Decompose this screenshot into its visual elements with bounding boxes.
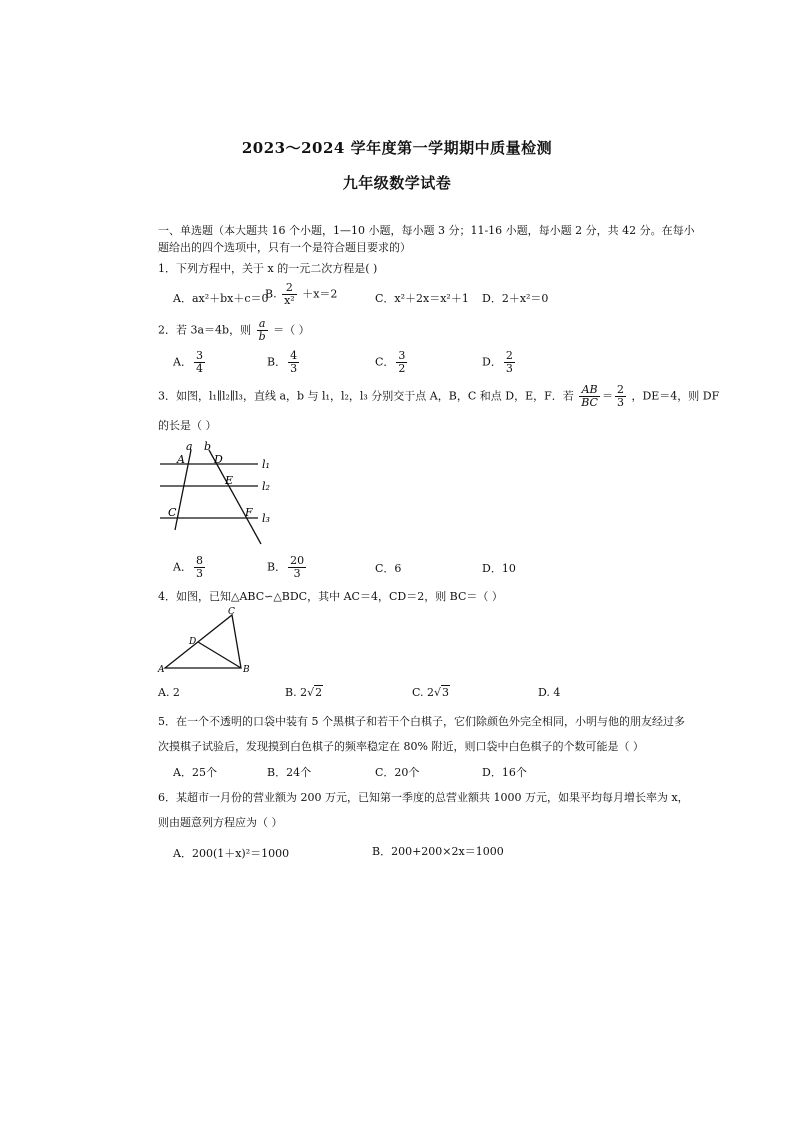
q2-option-a (173, 350, 207, 375)
q2-stem-post: ＝（ ） (273, 323, 310, 337)
q2-a-frac (194, 350, 205, 375)
q4-b-radicand: 2 (315, 686, 323, 699)
section-intro-line1: 一、单选题（本大题共 16 个小题，1—10 小题，每小题 3 分；11-16 小题，每小题 2 分，共 42 分。在每小 (158, 224, 695, 237)
q2-b-label: B． (267, 355, 287, 369)
q3-frac-ab-bc (579, 384, 600, 409)
exam-title: 2023～2024 学年度第一学期期中质量检测 (241, 139, 553, 157)
q3-option-d (482, 560, 516, 576)
q3-stem-line2: 的长是（ ） (158, 419, 217, 432)
q5-stem-line1: 5．在一个不透明的口袋中装有 5 个黑棋子和若干个白棋子，它们除颜色外完全相同，小明与他的朋友经过多 (158, 715, 685, 728)
q2-option-d (482, 350, 517, 375)
q1-option-b-fraction (282, 282, 297, 307)
q1-option-b-tail: ＋x＝2 (302, 287, 338, 301)
q2-stem (158, 318, 310, 343)
q2-frac-num: a (257, 318, 268, 331)
q4-option-b: B. 2√2 (285, 686, 323, 699)
q2-b-den: 3 (290, 362, 298, 375)
q2-c-frac (396, 350, 407, 375)
q5-option-d: D．16个 (482, 766, 527, 779)
q4-option-d: D. 4 (538, 686, 561, 699)
q6-option-b: B．200+200×2x＝1000 (372, 845, 504, 858)
q3-a-label: A． (173, 560, 192, 574)
q5-option-c: C．20个 (375, 766, 420, 779)
q2-b-num: 4 (290, 349, 298, 362)
q1-option-b (265, 282, 337, 307)
q2-a-label: A． (173, 355, 192, 369)
q3-frac-num: AB (579, 384, 600, 397)
q2-option-c (375, 350, 409, 375)
q3-d-value: 10 (501, 562, 516, 575)
q2-d-den: 3 (505, 362, 513, 375)
q2-c-den: 2 (398, 362, 406, 375)
q3-b-num: 20 (290, 554, 305, 567)
q3-c-label: C． (375, 562, 395, 575)
q5-option-a: A．25个 (173, 766, 217, 779)
label-b: b (204, 440, 212, 453)
q4-option-a: A. 2 (158, 686, 180, 699)
label-F: F (245, 506, 253, 519)
q4-c-coef: C. 2 (412, 686, 435, 699)
q3-frac-den: BC (581, 396, 598, 409)
q3-stem-pre: 3．如图，l₁∥l₂∥l₃，直线 a，b 与 l₁，l₂，l₃ 分别交于点 A，B，C 和点 D，E，F．若 (158, 389, 574, 403)
q6-stem-line1: 6．某超市一月份的营业额为 200 万元，已知第一季度的总营业额共 1000 万元，如果平均每月增长率为 x， (158, 791, 689, 804)
label-a: a (186, 440, 193, 453)
q2-c-num: 3 (398, 349, 406, 362)
q3-c-value: 6 (394, 562, 402, 575)
q3-option-c (375, 560, 401, 576)
segment-bd (198, 642, 241, 668)
q4-b-coef: B. 2 (285, 686, 308, 699)
q3-frac-ratio (615, 384, 626, 409)
label-B: B (243, 665, 250, 675)
q2-b-frac (288, 350, 299, 375)
exam-subtitle: 九年级数学试卷 (342, 174, 452, 192)
q3-b-den: 3 (293, 567, 301, 580)
q5-option-b: B．24个 (267, 766, 312, 779)
label-l2: l₂ (262, 480, 270, 493)
q3-b-frac (288, 555, 306, 580)
q3-figure-parallel-lines (155, 438, 285, 550)
q3-option-b (267, 555, 308, 580)
q2-a-num: 3 (195, 349, 203, 362)
q3-option-a (173, 555, 207, 580)
q3-frac2-den: 3 (616, 396, 624, 409)
q6-stem-line2: 则由题意列方程应为（ ） (158, 816, 283, 829)
q2-stem-pre: 2．若 3a＝4b，则 (158, 323, 252, 337)
q1-b-denominator: x² (284, 294, 295, 307)
q1-b-numerator: 2 (282, 282, 297, 295)
q3-stem (158, 384, 719, 409)
q2-frac-den: b (258, 330, 266, 343)
label-D: D (189, 637, 197, 647)
q2-stem-fraction (257, 318, 268, 343)
q1-option-c: C．x²＋2x＝x²＋1 (375, 292, 469, 305)
q3-d-label: D． (482, 562, 502, 575)
label-A: A (177, 453, 185, 466)
q2-c-label: C． (375, 355, 395, 369)
q4-figure-triangle (155, 604, 255, 676)
q3-stem-post: ，DE＝4，则 DF (631, 389, 720, 403)
q2-d-frac (504, 350, 515, 375)
q3-a-den: 3 (195, 567, 203, 580)
q2-a-den: 4 (195, 362, 203, 375)
q2-d-num: 2 (505, 349, 513, 362)
label-l3: l₃ (262, 512, 270, 525)
section-intro-line2: 题给出的四个选项中，只有一个是符合题目要求的） (158, 241, 411, 254)
q4-option-c: C. 2√3 (412, 686, 450, 699)
q2-option-b (267, 350, 301, 375)
label-C: C (228, 607, 235, 617)
q2-d-label: D． (482, 355, 502, 369)
q3-b-label: B． (267, 560, 287, 574)
q1-stem: 1．下列方程中，关于 x 的一元二次方程是( ) (158, 262, 378, 275)
q5-stem-line2: 次摸棋子试验后，发现摸到白色棋子的频率稳定在 80% 附近，则口袋中白色棋子的个数可能是（ ） (158, 740, 644, 753)
q3-a-frac (194, 555, 205, 580)
label-E: E (225, 474, 234, 487)
triangle-abc (165, 615, 241, 668)
q3-frac2-num: 2 (616, 383, 624, 396)
label-A: A (158, 665, 165, 675)
q4-stem: 4．如图，已知△ABC∽△BDC，其中 AC＝4，CD＝2，则 BC＝（ ） (158, 590, 503, 603)
label-D: D (214, 453, 223, 466)
q1-option-b-label: B. (265, 287, 277, 301)
label-C: C (168, 506, 177, 519)
q1-option-d: D．2＋x²＝0 (482, 292, 549, 305)
q6-option-a: A．200(1＋x)²＝1000 (173, 847, 290, 860)
q3-a-num: 8 (195, 554, 203, 567)
label-l1: l₁ (262, 458, 270, 471)
q3-eq-sign: ＝ (601, 389, 613, 403)
q1-option-a: A．ax²＋bx＋c＝0 (173, 292, 269, 305)
q4-c-radicand: 3 (442, 686, 450, 699)
